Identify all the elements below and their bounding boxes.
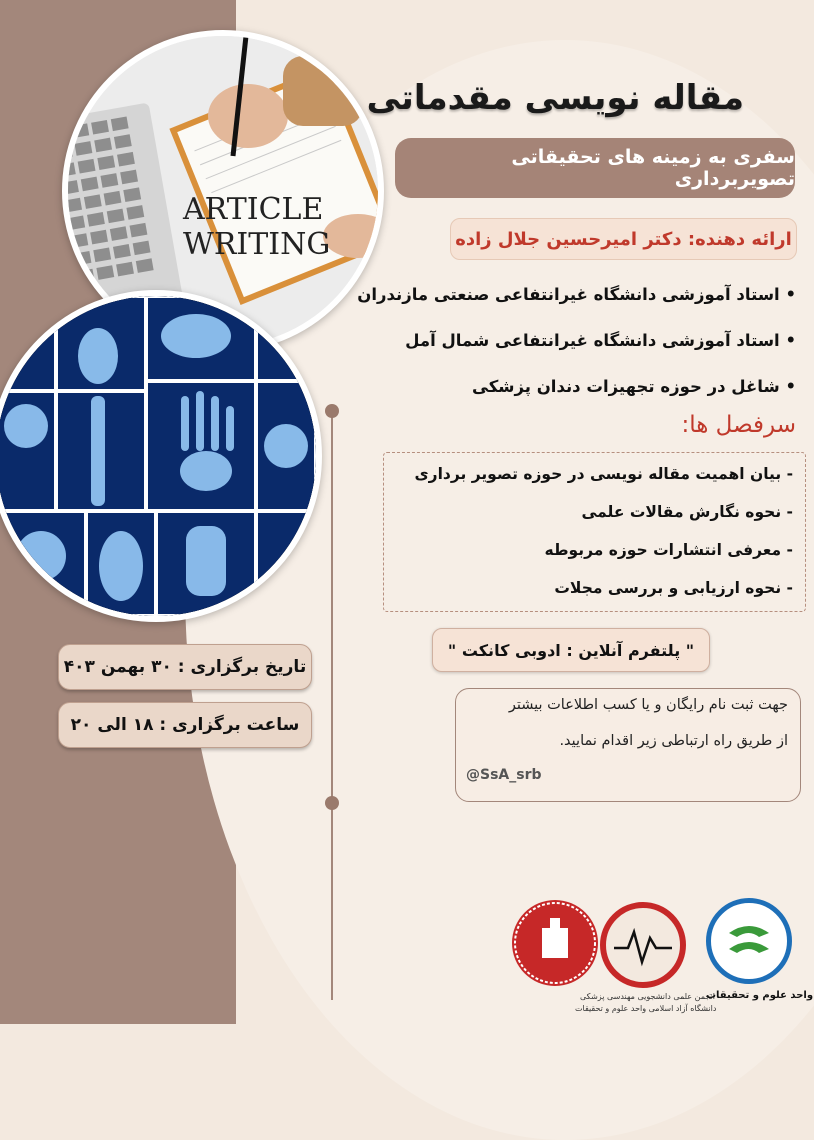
page-title: مقاله نویسی مقدماتی [366, 78, 744, 118]
research-club-logo [706, 898, 792, 984]
platform-pill: " پلتفرم آنلاین : ادوبی کانکت " [432, 628, 710, 672]
contact-handle[interactable]: @SsA_srb [466, 767, 542, 783]
timeline-dot-bottom [325, 796, 339, 810]
credential-item: • استاد آموزشی دانشگاه غیرانتفاعی صنعتی مازندران [357, 285, 796, 304]
topic-item: - بیان اهمیت مقاله نویسی در حوزه تصویر برداری [414, 465, 793, 483]
registration-line2: از طریق راه ارتباطی زیر اقدام نمایید. [559, 733, 788, 749]
credential-item: • استاد آموزشی دانشگاه غیرانتفاعی شمال آمل [405, 331, 796, 350]
topics-box [383, 452, 806, 612]
article-text-line1: ARTICLE [183, 192, 324, 227]
university-seal-logo [512, 900, 598, 986]
topics-heading: سرفصل ها: [681, 412, 796, 438]
writing-text-line2: WRITING [183, 227, 331, 262]
topic-item: - نحوه ارزیابی و بررسی مجلات [554, 579, 793, 597]
topic-item: - نحوه نگارش مقالات علمی [581, 503, 793, 521]
presenter-label: ارائه دهنده: دکتر امیرحسین جلال زاده [450, 218, 797, 260]
xray-collage-photo [0, 290, 322, 622]
event-time-pill: ساعت برگزاری : ۱۸ الی ۲۰ [58, 702, 312, 748]
presenter-credentials [326, 278, 796, 416]
registration-line1: جهت ثبت نام رایگان و یا کسب اطلاعات بیشتر [508, 697, 788, 713]
timeline-line [331, 410, 333, 1000]
biomedical-association-logo [600, 902, 686, 988]
credential-item: • شاغل در حوزه تجهیزات دندان پزشکی [472, 377, 796, 396]
topic-item: - معرفی انتشارات حوزه مربوطه [544, 541, 793, 559]
association-caption2: دانشگاه آزاد اسلامی واحد علوم و تحقیقات [575, 1004, 717, 1013]
event-date-pill: تاریخ برگزاری : ۳۰ بهمن ۴۰۳ [58, 644, 312, 690]
association-caption1: انجمن علمی دانشجویی مهندسی پزشکی [580, 992, 715, 1001]
subtitle-pill: سفری به زمینه های تحقیقاتی تصویربرداری [395, 138, 795, 198]
research-club-caption: واحد علوم و تحقیقات [706, 990, 814, 1001]
registration-box [455, 688, 801, 802]
